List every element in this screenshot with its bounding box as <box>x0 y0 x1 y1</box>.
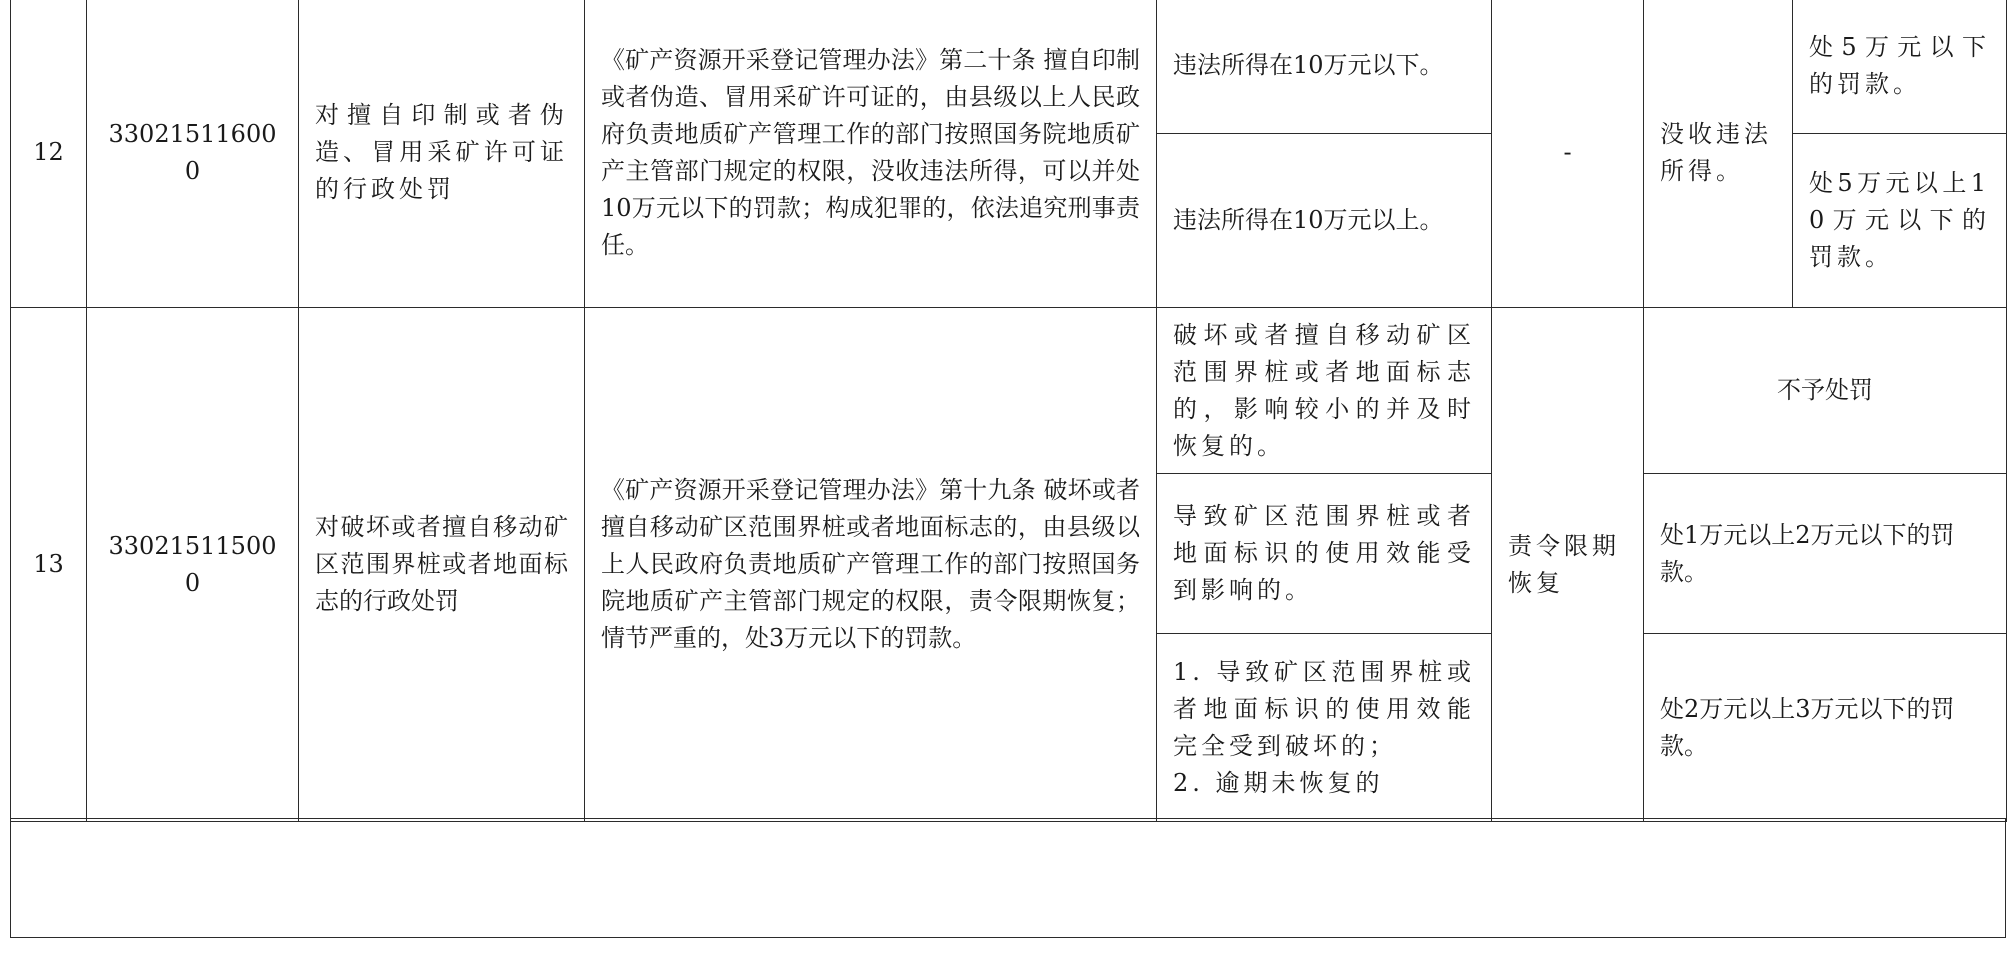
code-cell: 330215115000 <box>87 308 299 822</box>
circumstance-cell: 1. 导致矿区范围界桩或者地面标识的使用效能完全受到破坏的； 2. 逾期未恢复的 <box>1157 634 1492 822</box>
seq-cell: 12 <box>11 0 87 308</box>
circumstance-cell: 违法所得在10万元以上。 <box>1157 134 1492 308</box>
circumstance-cell: 导致矿区范围界桩或者地面标识的使用效能受到影响的。 <box>1157 474 1492 634</box>
penalty-cell: 不予处罚 <box>1644 308 2007 474</box>
penalty-cell: 处2万元以上3万元以下的罚款。 <box>1644 634 2007 822</box>
seq-cell: 13 <box>11 308 87 822</box>
circumstance-cell: 违法所得在10万元以下。 <box>1157 0 1492 134</box>
measure-cell: 没收违法所得。 <box>1644 0 1793 308</box>
penalty-cell: 处5万元以下的罚款。 <box>1793 0 2007 134</box>
item-cell: 对擅自印制或者伪造、冒用采矿许可证的行政处罚 <box>299 0 585 308</box>
penalty-cell: 处1万元以上2万元以下的罚款。 <box>1644 474 2007 634</box>
circumstance-cell: 破坏或者擅自移动矿区范围界桩或者地面标志的，影响较小的并及时恢复的。 <box>1157 308 1492 474</box>
correction-cell: - <box>1492 0 1644 308</box>
penalty-cell: 处5万元以上10万元以下的罚款。 <box>1793 134 2007 308</box>
penalty-table <box>10 0 2007 822</box>
item-cell: 对破坏或者擅自移动矿区范围界桩或者地面标志的行政处罚 <box>299 308 585 822</box>
basis-cell: 《矿产资源开采登记管理办法》第十九条 破坏或者擅自移动矿区范围界桩或者地面标志的，由县级以上人民政府负责地质矿产管理工作的部门按照国务院地质矿产主管部门规定的权限，责令限期恢复；情节严重的，处3万元以下的罚款。 <box>585 308 1157 822</box>
basis-cell: 《矿产资源开采登记管理办法》第二十条 擅自印制或者伪造、冒用采矿许可证的，由县级以上人民政府负责地质矿产管理工作的部门按照国务院地质矿产主管部门规定的权限，没收违法所得，可以并处10万元以下的罚款；构成犯罪的，依法追究刑事责任。 <box>585 0 1157 308</box>
blank-area <box>10 818 2006 938</box>
code-cell: 330215116000 <box>87 0 299 308</box>
table-row-12 <box>11 0 2007 134</box>
table-row-13 <box>11 308 2007 474</box>
correction-cell: 责令限期恢复 <box>1492 308 1644 822</box>
